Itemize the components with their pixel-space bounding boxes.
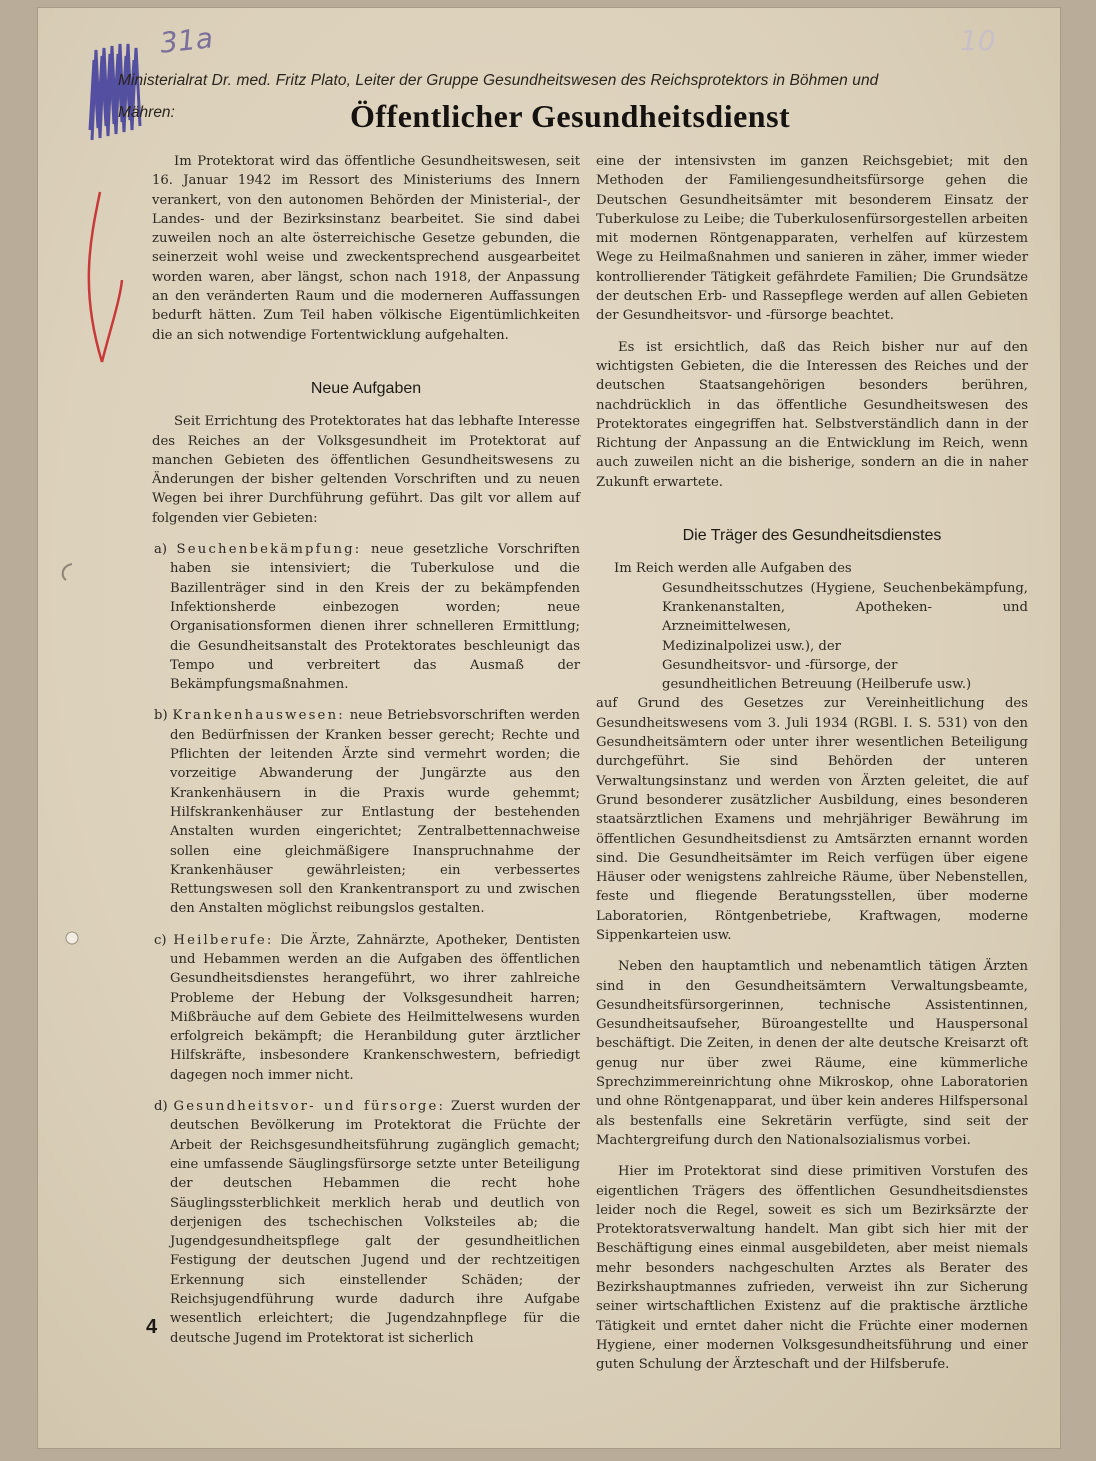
archive-number-annotation: 31a (158, 21, 215, 60)
item-text: neue Betriebsvorschriften werden den Bedürfnissen der Kranken besser gerecht; Rechte und Pflichten der leitenden Ärzte sind vermehrt worden; die vorzeitige Abwanderung der Jungärzte aus den Krankenhäusern in die Praxis wurde gehemmt; Hilfskrankenhäuser zur Entlastung der bestehenden Anstalten wurden eingerichtet; Zentralbettennachweise sollen eine gleichmäßigere Inanspruchnahme der Krankenhäuser gewährleisten; ein verbessertes Rettungswesen soll den Krankentransport zu und zwischen den Anstalten möglichst reibungslos gestalten. (170, 708, 580, 917)
right-column (596, 152, 1028, 1375)
list-item-b (152, 706, 580, 918)
blue-crayon-scribble (82, 30, 162, 150)
item-lead: Krankenhauswesen: (172, 708, 345, 724)
item-marker: d) (154, 1099, 168, 1115)
list-item-a (152, 540, 580, 694)
task-list-line: Gesundheitsvor- und -fürsorge, der (662, 657, 898, 673)
list-item-c (152, 931, 580, 1085)
red-pencil-mark (60, 180, 130, 370)
item-text: neue gesetzliche Vorschriften haben sie intensiviert; die Tuberkulose und die Bazillenträger sind in den Kreis der zu bekämpfenden Infektionsherde einbezogen worden; neue Organisationsformen dienen ihrer schnelleren Ermittlung; die Gesundheitsanstalt des Protektorates beschleunigt das Tempo und verbreitert das Ausmaß der Bekämpfungsmaßnahmen. (170, 542, 580, 693)
item-marker: a) (154, 542, 168, 558)
item-marker: c) (154, 932, 167, 948)
item-lead: Gesundheitsvor- und fürsorge: (173, 1099, 446, 1115)
item-lead: Seuchenbekämpfung: (176, 542, 362, 558)
neue-aufgaben-paragraph: Seit Errichtung des Protektorates hat das lebhafte Interesse des Reiches an der Volksgesundheit im Protektorat auf manchen Gebieten des öffentlichen Gesundheitswesens zu Änderungen der bisher geltenden Vorschriften und zu neuen Wegen bei ihrer Durchführung geführt. Das gilt vor allem auf folgenden vier Gebieten: (152, 414, 580, 526)
author-line: Ministerialrat Dr. med. Fritz Plato, Leiter der Gruppe Gesundheitswesen des Reichsprotektors in Böhmen und (118, 72, 879, 89)
author-line-continued: Mähren: (118, 104, 175, 121)
list-item-d (152, 1097, 580, 1348)
punch-hole-mark (56, 560, 80, 584)
page-number: 4 (146, 1316, 158, 1338)
item-text: Zuerst wurden der deutschen Bevölkerung im Protektorat die Früchte der Arbeit der Reichsgesundheitsführung zugänglich gemacht; eine umfassende Säuglingsfürsorge setzte unter Beteiligung der deutschen Hebammen die recht hohe Säuglingssterblichkeit merklich herab und deutlich von derjenigen des tschechischen Volksteiles ab; die Jugendgesundheitspflege galt der gesundheitlichen Festigung der deutschen Jugend und der rechtzeitigen Erkennung sich einstellender Schäden; der Reichsjugendführung wurde dadurch ihre Aufgabe wesentlich erleichtert; die Jugendzahnpflege für die deutsche Jugend im Protektorat ist sicherlich (170, 1099, 580, 1346)
section-heading-neue-aufgaben: Neue Aufgaben (310, 379, 422, 397)
paragraph: Hier im Protektorat sind diese primitiven Vorstufen des eigentlichen Trägers des öffentlichen Gesundheitsdienstes leider noch die Regel, soweit es sich um Bezirksärzte der Protektoratsverwaltung handelt. Man gibt sich hier mit der Beschäftigung eines einmal ausgebildeten, aber meist niemals mehr besonders nachgeschulten Arztes als Berater des Bezirkshauptmannes zufrieden, verweist ihn zur Sicherung seiner wirtschaftlichen Existenz auf die praktische ärztliche Tätigkeit und erntet daher nicht die Früchte einer modernen Hygiene, einer modernen Volksgesundheitsführung und einer guten Schulung der Ärzteschaft und der Hilfsberufe. (596, 1164, 1028, 1373)
task-list-line: Medizinalpolizei usw.), der (662, 638, 841, 654)
item-marker: b) (154, 708, 168, 724)
punch-hole (64, 930, 80, 946)
task-list-line: gesundheitlichen Betreuung (Heilberufe usw.) (662, 677, 972, 693)
section-heading-traeger: Die Träger des Gesundheitsdienstes (682, 527, 942, 545)
item-lead: Heilberufe: (173, 932, 274, 948)
article-title: Öffentlicher Gesundheitsdienst (350, 98, 791, 134)
intro-paragraph: Im Protektorat wird das öffentliche Gesundheitswesen, seit 16. Januar 1942 im Ressort des Ministeriums des Innern verankert, von den autonomen Behörden der Ministerial-, der Landes- und der Bezirksinstanz bearbeitet. Sie sind dabei zuweilen noch an alte österreichische Gesetze gebunden, die seinerzeit wohl weise und zweckentsprechend ausgearbeitet worden waren, aber längst, schon nach 1918, der Anpassung an den veränderten Raum und die moderneren Auffassungen bedurft hätten. Zum Teil haben völkische Eigentümlichkeiten die an sich notwendige Fortentwicklung aufgehalten. (152, 154, 580, 343)
task-list-line: Gesundheitsschutzes (Hygiene, Seuchenbekämpfung, Krankenanstalten, Apotheken- und Arzneimittelwesen, (662, 580, 1028, 635)
paragraph: Es ist ersichtlich, daß das Reich bisher nur auf den wichtigsten Gebieten, die die Interessen des Reiches und der deutschen Staatsangehörigen besonders berühren, nachdrücklich in das öffentliche Gesundheitswesen des Protektorates eingegriffen hat. Selbstverständlich dann in der Richtung der Anpassung an die Entwicklung im Reich, wenn auch zuweilen nicht an die bisherige, sondern an die in naher Zukunft erwartete. (596, 339, 1028, 490)
paragraph: auf Grund des Gesetzes zur Vereinheitlichung des Gesundheitswesens vom 3. Juli 1934 (RGBl. I. S. 531) von den Gesundheitsämtern oder unter ihrer wesentlichen Beteiligung durchgeführt. Sie sind Behörden der unteren Verwaltungsinstanz und werden von Ärzten geleitet, die auf Grund besonderer zusätzlicher Ausbildung, eines besonderen staatsärztlichen Examens und mehrjähriger Bewährung im öffentlichen Gesundheitsdienst zu Amtsärzten ernannt worden sind. Die Gesundheitsämter im Reich verfügen über eigene Häuser oder wenigstens zahlreiche Räume, über Nebenstellen, feste und fliegende Beratungsstellen, über moderne Laboratorien, Röntgenbetriebe, Kraftwagen, moderne Sippenkarteien usw. (596, 696, 1028, 943)
task-list-intro: Im Reich werden alle Aufgaben des (614, 561, 852, 577)
left-column (152, 152, 580, 1348)
task-list (596, 559, 1028, 694)
item-text: Die Ärzte, Zahnärzte, Apotheker, Dentisten und Hebammen werden an die Aufgaben des öffentlichen Gesundheitsdienstes herangeführt, wo ihrer zahlreiche Probleme der Hebung der Volksgesundheit harren; Mißbräuche auf dem Gebiete des Heilmittelwesens wurden erfolgreich bekämpft; die Heranbildung guter ärztlicher Hilfskräfte, insbesondere Krankenschwestern, befriedigt dagegen noch immer nicht. (170, 932, 580, 1083)
paragraph: Neben den hauptamtlich und nebenamtlich tätigen Ärzten sind in den Gesundheitsämtern Verwaltungsbeamte, Gesundheitsfürsorgerinnen, technische Assistentinnen, Gesundheitsaufseher, Büroangestellte und Hauspersonal beschäftigt. Die Zeiten, in denen der alte deutsche Kreisarzt oft genug nur über zwei Räume, eine kümmerliche Sprechzimmereinrichtung ohne Mikroskop, ohne Laboratorien und ohne Röntgenapparat, und über kein anderes Hilfspersonal als bestenfalls eine Sekretärin verfügte, sind seit der Machtergreifung durch den Nationalsozialismus vorbei. (596, 959, 1028, 1148)
corner-number-annotation: 10 (960, 24, 996, 57)
continuation-paragraph: eine der intensivsten im ganzen Reichsgebiet; mit den Methoden der Familiengesundheitsfürsorge gehen die Deutschen Gesundheitsämter mit besonderem Einsatz der Tuberkulose zu Leibe; die Tuberkulosenfürsorgestellen arbeiten mit modernen Röntgenapparaten, verhelfen auf kürzestem Wege zu Heilmaßnahmen und sanieren in zäher, immer wieder kontrollierender Tätigkeit gefährdete Familien; Die Grundsätze der deutschen Erb- und Rassepflege werden auf allen Gebieten der Gesundheitsvor- und -fürsorge beachtet. (596, 154, 1028, 324)
